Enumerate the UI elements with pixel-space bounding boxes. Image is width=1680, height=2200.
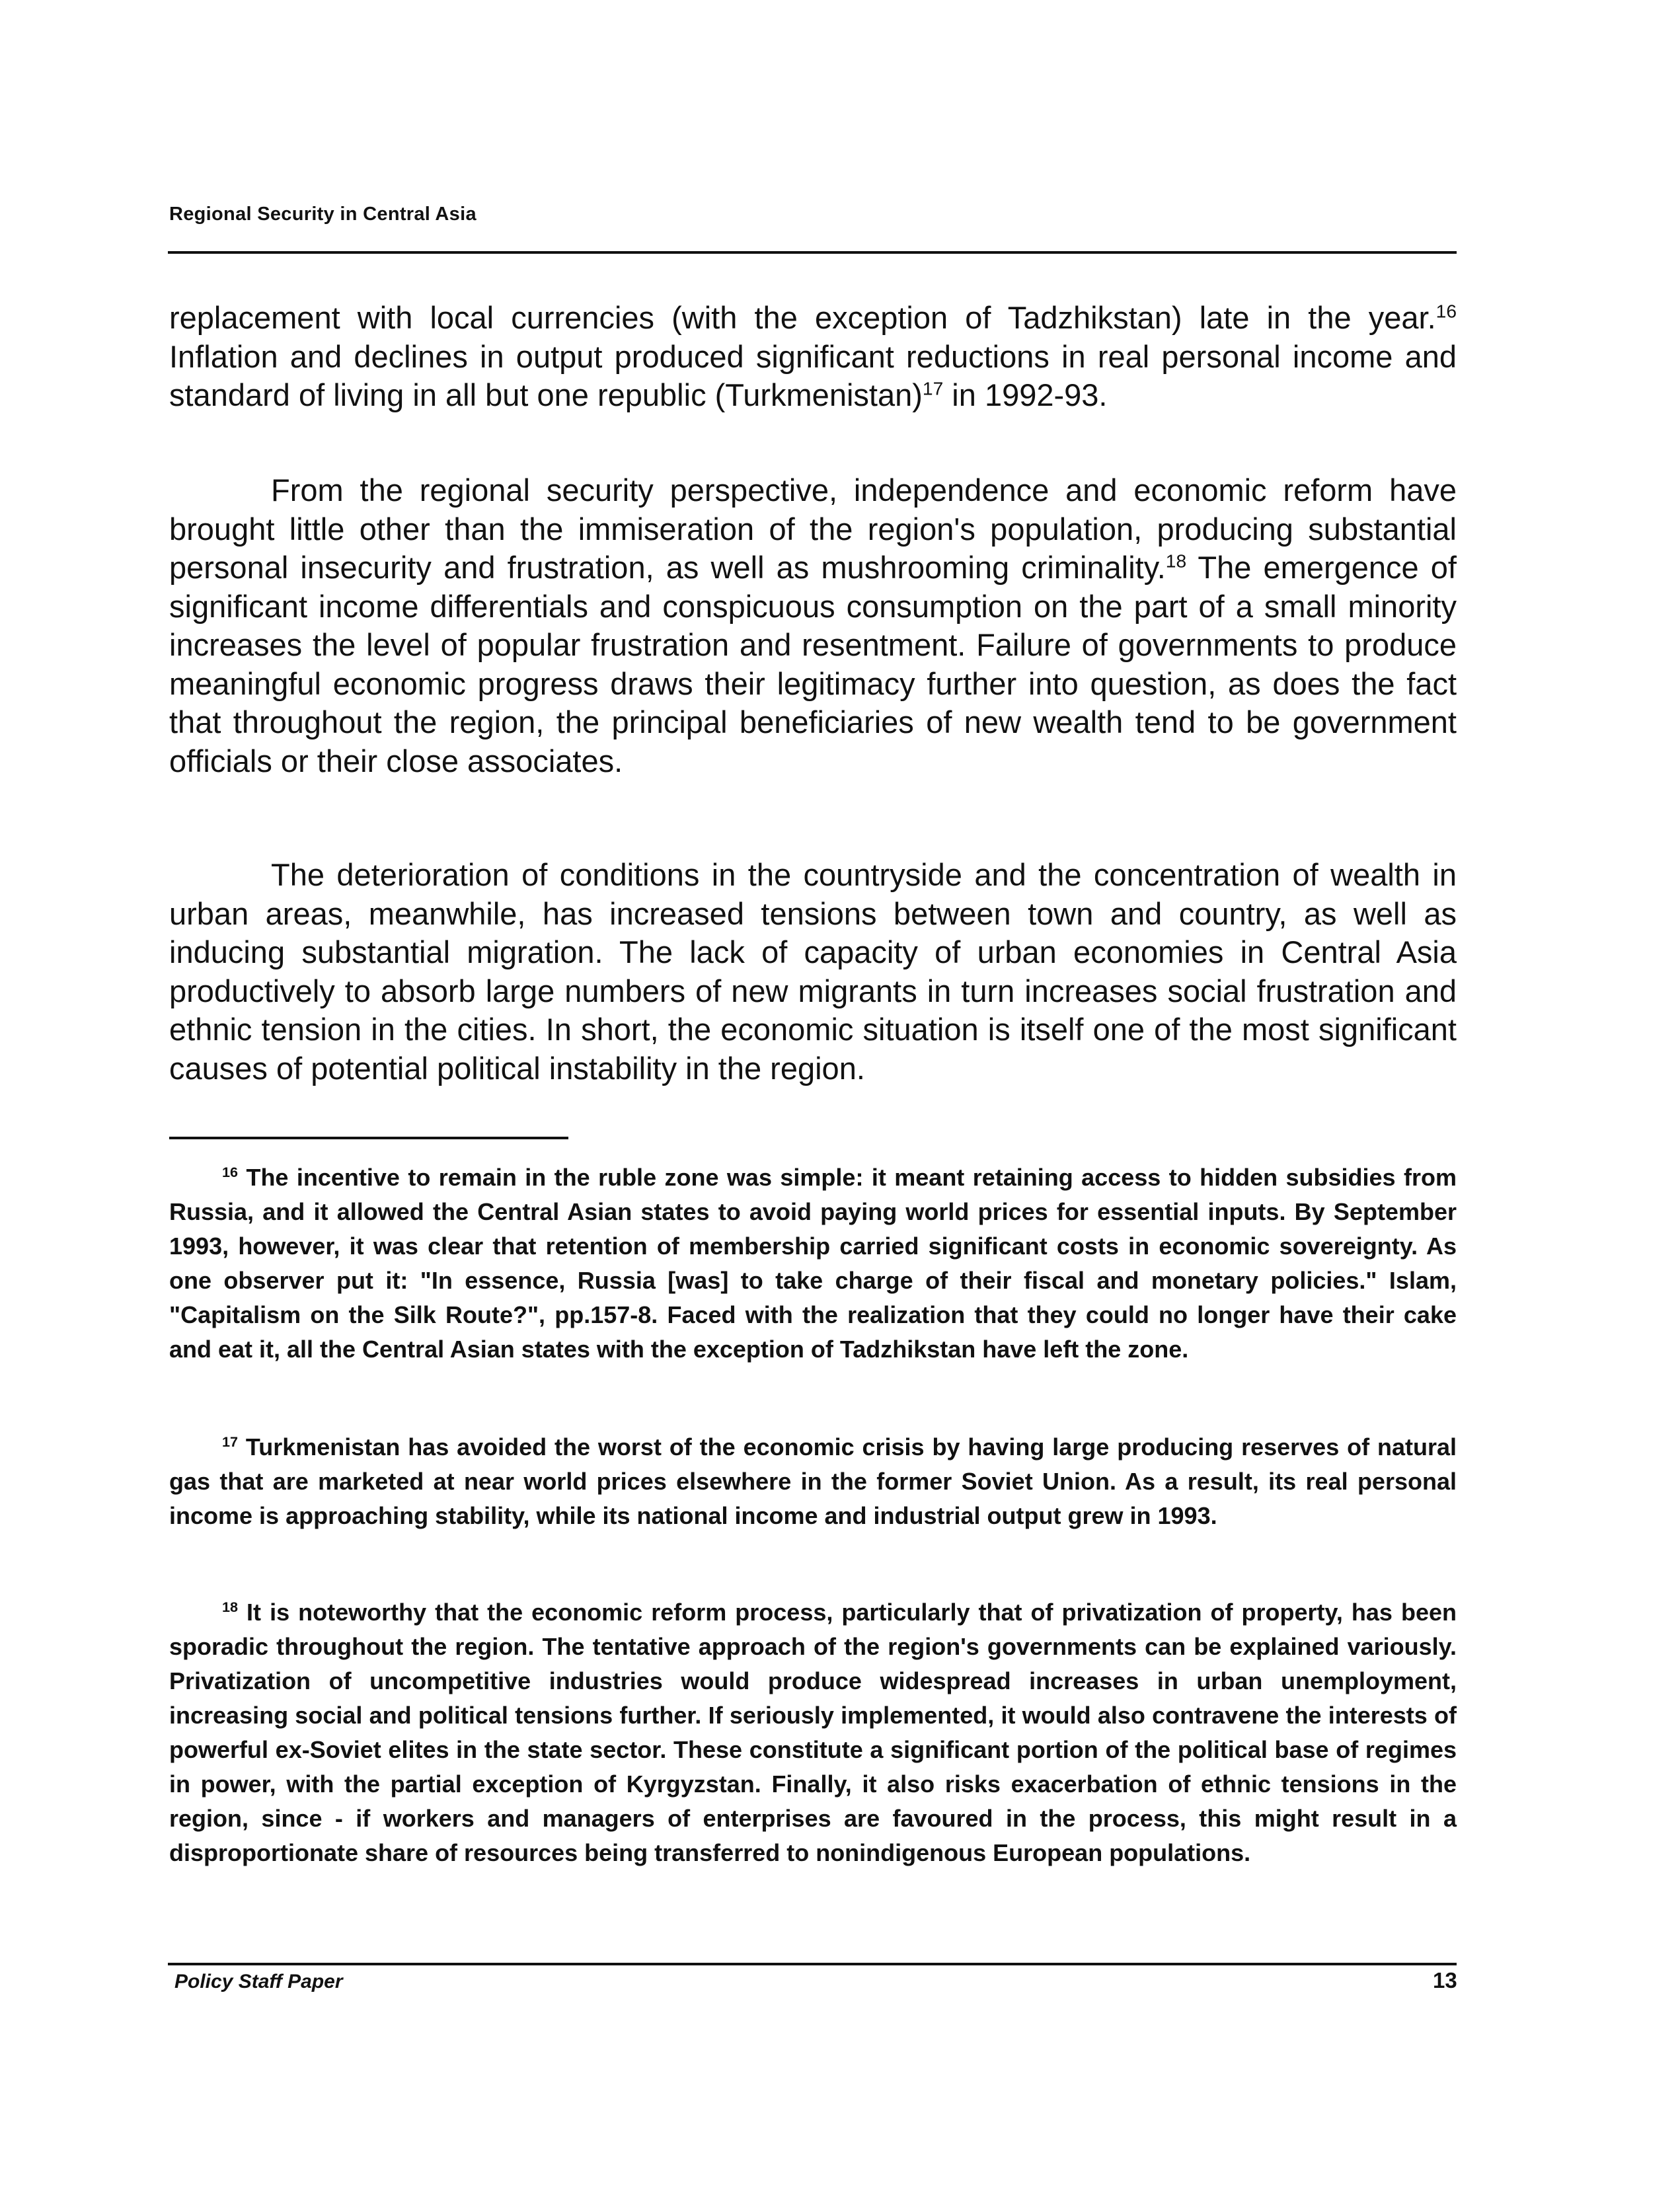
body-paragraph-1 (169, 299, 1457, 415)
footnote-number: 18 (222, 1599, 239, 1615)
header-rule (168, 251, 1457, 254)
footnote-18 (169, 1595, 1457, 1870)
footnote-reference: 18 (1165, 550, 1187, 572)
footnote-text: It is noteworthy that the economic reform process, particularly that of privatization of property, has been sporadic throughout the region. The tentative approach of the region's governments can be explained variously. Privatization of uncompetitive industries would produce widespread increases in urban unemployment, increasing social and political tensions further. If seriously implemented, it would also contravene the interests of powerful ex-Soviet elites in the state sector. These constitute a significant portion of the political base of regimes in power, with the partial exception of Kyrgyzstan. Finally, it also risks exacerbation of ethnic tensions in the region, since - if workers and managers of enterprises are favoured in the process, this might result in a disproportionate share of resources being transferred to nonindigenous European populations. (169, 1599, 1457, 1866)
running-header: Regional Security in Central Asia (169, 204, 477, 225)
footnote-reference: 16 (1435, 300, 1457, 322)
page-number: 13 (1433, 1968, 1457, 1992)
body-paragraph-2 (169, 471, 1457, 780)
paragraph-text: Inflation and declines in output produced significant reductions in real personal income and standard of living in all but one republic (Turkmenistan) (169, 338, 1457, 412)
footnote-separator (169, 1137, 568, 1139)
footnote-text: The incentive to remain in the ruble zone was simple: it meant retaining access to hidden subsidies from Russia, and it allowed the Central Asian states to avoid paying world prices for essential inputs. By September 1993, however, it was clear that retention of membership carried significant costs in economic sovereignty. As one observer put it: "In essence, Russia [was] to take charge of their fiscal and monetary policies." Islam, "Capitalism on the Silk Route?", pp.157-8. Faced with the realization that they could no longer have their cake and eat it, all the Central Asian states with the exception of Tadzhikstan have left the zone. (169, 1164, 1457, 1363)
footnote-text: Turkmenistan has avoided the worst of the economic crisis by having large producing reserves of natural gas that are marketed at near world prices elsewhere in the former Soviet Union. As a result, its real personal income is approaching stability, while its national income and industrial output grew in 1993. (169, 1433, 1457, 1529)
footnote-reference: 17 (922, 377, 944, 399)
footnote-16 (169, 1160, 1457, 1367)
footnote-17 (169, 1430, 1457, 1533)
paragraph-text: The emergence of significant income differentials and conspicuous consumption on the part of a small minority increases the level of popular frustration and resentment. Failure of governments to produce meaningful economic progress draws their legitimacy further into question, as does the fact that throughout the region, the principal beneficiaries of new wealth tend to be government officials or their close associates. (169, 550, 1457, 778)
footnote-number: 17 (222, 1433, 239, 1450)
body-paragraph-3: The deterioration of conditions in the countryside and the concentration of wealth in urban areas, meanwhile, has increased tensions between town and country, as well as inducing substantial migration. The lack of capacity of urban economies in Central Asia productively to absorb large numbers of new migrants in turn increases social frustration and ethnic tension in the cities. In short, the economic situation is itself one of the most significant causes of potential political instability in the region. (169, 857, 1457, 1086)
footnote-number: 16 (222, 1164, 239, 1180)
paragraph-text: From the regional security perspective, independence and economic reform have brought little other than the immiseration of the region's population, producing substantial personal insecurity and frustration, as well as mushrooming criminality. (169, 473, 1457, 585)
paragraph-text: replacement with local currencies (with the exception of Tadzhikstan) late in the year. (169, 300, 1436, 335)
paragraph-text: in 1992-93. (943, 377, 1108, 412)
footer-label: Policy Staff Paper (174, 1971, 343, 1992)
footer-rule (168, 1963, 1457, 1965)
